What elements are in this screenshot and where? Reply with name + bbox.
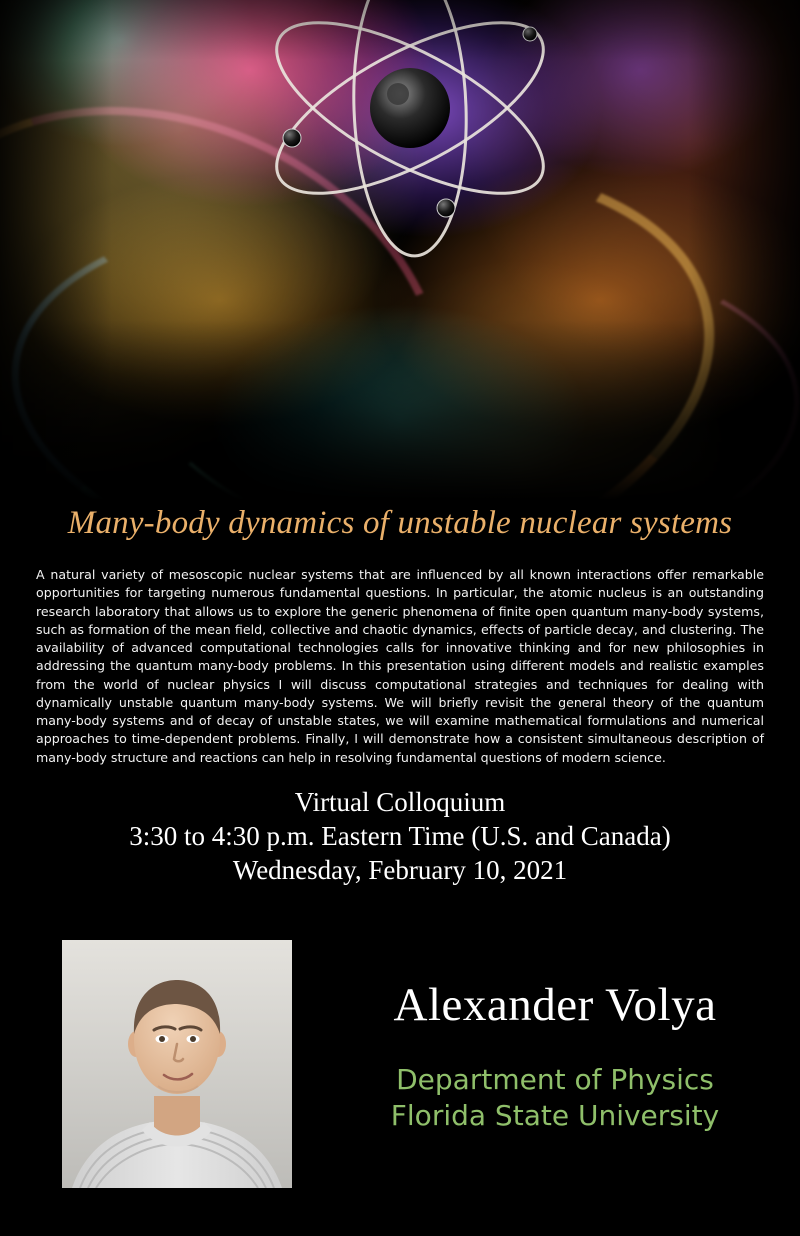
speaker-department: Department of Physics (396, 1063, 714, 1096)
abstract-text: A natural variety of mesoscopic nuclear systems that are influenced by all known interactions offer remarkable opportunities for targeting numerous fundamental questions. In particular, the atomic nucleus is an outstanding research laboratory that allows us to explore the generic phenomena of finite open quantum many-body systems, such as formation of the mean field, collective and chaotic dynamics, effects of particle decay, and clustering. The availability of advanced computational technologies calls for innovative thinking and for new philosophies in addressing the quantum many-body problems. In this presentation using different models and realistic examples from the world of nuclear physics I will discuss computational strategies and techniques for dealing with dynamically unstable quantum many-body systems. We will briefly revisit the general theory of the quantum many-body systems and of decay of unstable states, we will examine mathematical formulations and numerical approaches to time-dependent problems. Finally, I will demonstrate how a consistent simultaneous description of many-body structure and reactions can help in resolving fundamental questions of modern science. (36, 567, 764, 765)
event-type: Virtual Colloquium (294, 787, 506, 817)
speaker-affiliation (320, 1062, 790, 1134)
speaker-name: Alexander Volya (393, 979, 717, 1031)
event-time: 3:30 to 4:30 p.m. Eastern Time (U.S. and Canada) (129, 820, 671, 851)
page-title: Many-body dynamics of unstable nuclear systems (67, 505, 733, 541)
event-date: Wednesday, February 10, 2021 (232, 854, 568, 885)
speaker-institution: Florida State University (390, 1098, 720, 1132)
speaker-photo (62, 940, 292, 1188)
artwork-edge-vignette (0, 0, 800, 500)
event-details (0, 786, 800, 887)
artwork-banner (0, 0, 800, 500)
